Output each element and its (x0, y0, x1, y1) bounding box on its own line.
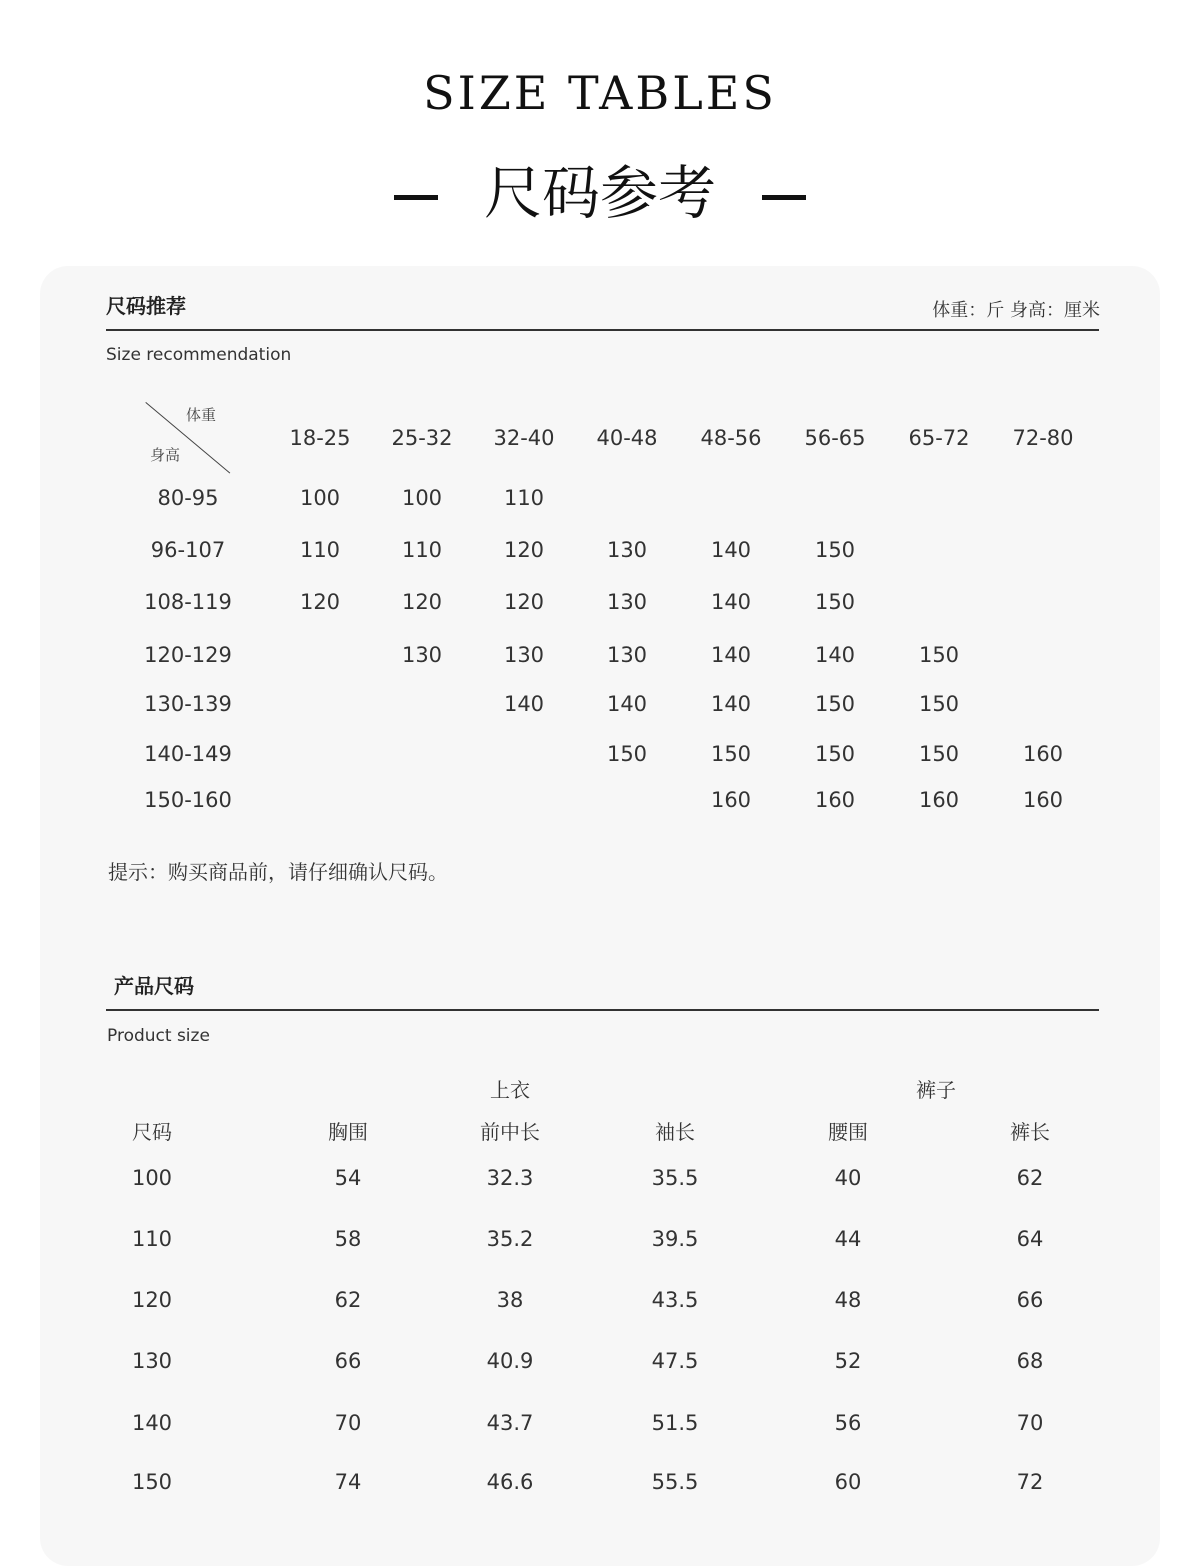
product-size-cell: 39.5 (651, 1227, 699, 1251)
product-size-cell: 72 (1016, 1470, 1044, 1494)
recommended-size-cell: 140 (606, 692, 648, 716)
chest-column-header: 胸围 (328, 1120, 368, 1144)
product-size-title: 产品尺码 (114, 974, 194, 998)
recommended-size-cell: 150 (814, 590, 856, 614)
recommended-size-cell: 130 (503, 643, 545, 667)
product-size-cell: 51.5 (651, 1411, 699, 1435)
height-range-label: 150-160 (144, 788, 232, 812)
product-size-cell: 66 (1016, 1288, 1044, 1312)
recommended-size-cell: 110 (503, 486, 545, 510)
waist-column-header: 腰围 (828, 1120, 868, 1144)
group-header-pants: 裤子 (916, 1078, 956, 1102)
product-size-cell: 70 (1016, 1411, 1044, 1435)
size-column-header: 尺码 (132, 1120, 172, 1144)
pants-length-column-header: 裤长 (1010, 1120, 1050, 1144)
page-title: SIZE TABLES (423, 66, 777, 120)
recommended-size-cell: 160 (918, 788, 960, 812)
recommended-size-cell: 160 (814, 788, 856, 812)
product-size-cell: 47.5 (651, 1349, 699, 1373)
height-range-label: 130-139 (144, 692, 232, 716)
product-size-cell: 38 (496, 1288, 524, 1312)
product-size-cell: 44 (834, 1227, 862, 1251)
product-size-cell: 74 (334, 1470, 362, 1494)
height-range-label: 120-129 (144, 643, 232, 667)
height-range-label: 140-149 (144, 742, 232, 766)
height-range-label: 108-119 (144, 590, 232, 614)
weight-range-header: 48-56 (700, 426, 762, 450)
product-size-cell: 43.5 (651, 1288, 699, 1312)
product-size-cell: 58 (334, 1227, 362, 1251)
recommended-size-cell: 150 (814, 538, 856, 562)
recommended-size-cell: 140 (814, 643, 856, 667)
recommended-size-cell: 140 (503, 692, 545, 716)
left-dash-decoration (394, 195, 438, 200)
recommended-size-cell: 150 (918, 643, 960, 667)
recommended-size-cell: 160 (710, 788, 752, 812)
height-range-label: 96-107 (150, 538, 226, 562)
product-size-cell: 70 (334, 1411, 362, 1435)
product-size-cell: 140 (131, 1411, 173, 1435)
weight-range-header: 56-65 (804, 426, 866, 450)
recommended-size-cell: 120 (503, 590, 545, 614)
recommended-size-cell: 130 (606, 590, 648, 614)
product-size-cell: 32.3 (486, 1166, 534, 1190)
recommended-size-cell: 100 (299, 486, 341, 510)
product-size-cell: 64 (1016, 1227, 1044, 1251)
recommended-size-cell: 120 (299, 590, 341, 614)
product-size-cell: 130 (131, 1349, 173, 1373)
right-dash-decoration (762, 195, 806, 200)
product-size-cell: 120 (131, 1288, 173, 1312)
product-size-divider (106, 1009, 1099, 1011)
recommended-size-cell: 110 (401, 538, 443, 562)
product-size-cell: 54 (334, 1166, 362, 1190)
product-size-cell: 66 (334, 1349, 362, 1373)
weight-range-header: 72-80 (1012, 426, 1074, 450)
recommended-size-cell: 140 (710, 538, 752, 562)
recommended-size-cell: 140 (710, 692, 752, 716)
sleeve-length-column-header: 袖长 (655, 1120, 695, 1144)
height-range-label: 80-95 (157, 486, 219, 510)
tip-text: 提示：购买商品前，请仔细确认尺码。 (108, 860, 448, 884)
recommendation-divider (106, 329, 1099, 331)
weight-range-header: 25-32 (391, 426, 453, 450)
recommendation-title-en: Size recommendation (106, 345, 292, 365)
weight-range-header: 18-25 (289, 426, 351, 450)
recommended-size-cell: 160 (1022, 742, 1064, 766)
weight-range-header: 32-40 (493, 426, 555, 450)
corner-label-weight: 体重 (186, 406, 217, 424)
recommended-size-cell: 130 (606, 643, 648, 667)
product-size-cell: 55.5 (651, 1470, 699, 1494)
product-size-cell: 48 (834, 1288, 862, 1312)
recommended-size-cell: 150 (814, 742, 856, 766)
group-header-top: 上衣 (490, 1078, 530, 1102)
recommended-size-cell: 150 (918, 692, 960, 716)
product-size-cell: 56 (834, 1411, 862, 1435)
page-subtitle: 尺码参考 (483, 159, 716, 227)
recommendation-title: 尺码推荐 (106, 294, 186, 318)
product-size-cell: 46.6 (486, 1470, 534, 1494)
recommended-size-cell: 130 (401, 643, 443, 667)
recommended-size-cell: 150 (710, 742, 752, 766)
recommended-size-cell: 120 (401, 590, 443, 614)
recommended-size-cell: 110 (299, 538, 341, 562)
product-size-cell: 62 (1016, 1166, 1044, 1190)
recommended-size-cell: 140 (710, 643, 752, 667)
weight-range-header: 40-48 (596, 426, 658, 450)
recommended-size-cell: 120 (503, 538, 545, 562)
product-size-cell: 110 (131, 1227, 173, 1251)
weight-range-header: 65-72 (908, 426, 970, 450)
table-corner-header (146, 402, 234, 474)
product-size-cell: 35.2 (486, 1227, 534, 1251)
product-size-cell: 68 (1016, 1349, 1044, 1373)
product-size-cell: 35.5 (651, 1166, 699, 1190)
recommended-size-cell: 160 (1022, 788, 1064, 812)
product-size-cell: 62 (334, 1288, 362, 1312)
recommended-size-cell: 100 (401, 486, 443, 510)
product-size-cell: 150 (131, 1470, 173, 1494)
front-length-column-header: 前中长 (480, 1120, 540, 1144)
recommended-size-cell: 150 (918, 742, 960, 766)
product-size-cell: 100 (131, 1166, 173, 1190)
recommended-size-cell: 140 (710, 590, 752, 614)
corner-label-height: 身高 (150, 446, 181, 464)
recommended-size-cell: 130 (606, 538, 648, 562)
product-size-cell: 43.7 (486, 1411, 534, 1435)
product-size-cell: 40.9 (486, 1349, 534, 1373)
product-size-cell: 60 (834, 1470, 862, 1494)
product-size-cell: 52 (834, 1349, 862, 1373)
recommended-size-cell: 150 (606, 742, 648, 766)
units-label: 体重：斤 身高：厘米 (932, 300, 1100, 321)
product-size-cell: 40 (834, 1166, 862, 1190)
recommended-size-cell: 150 (814, 692, 856, 716)
page-subtitle-row (0, 146, 1200, 230)
product-size-title-en: Product size (107, 1026, 210, 1046)
